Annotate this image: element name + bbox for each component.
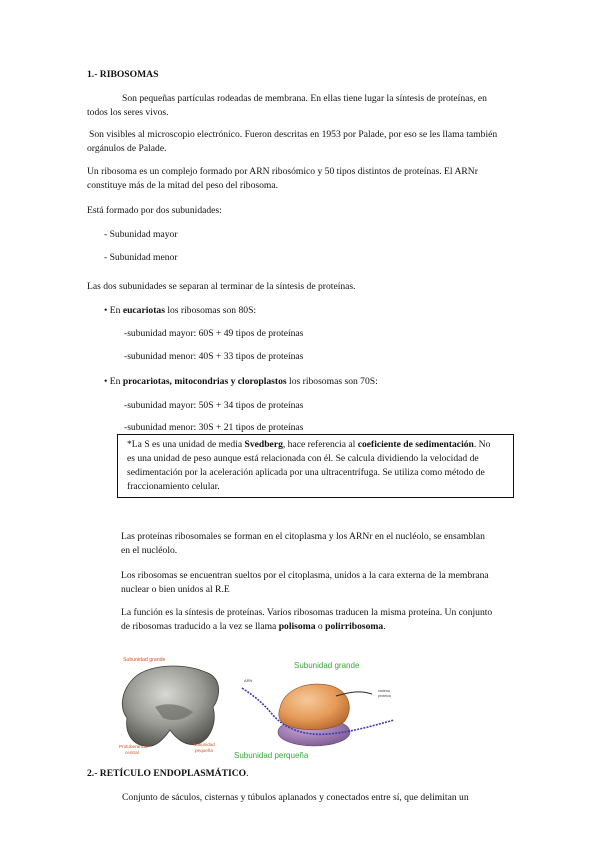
paragraph-line: Está formado por dos subunidades: <box>87 205 222 216</box>
label-proteica: proteica <box>378 694 391 698</box>
label-protuberancia: Protuberancia <box>119 744 148 749</box>
list-item: -subunidad menor: 40S + 33 tipos de proteínas <box>124 351 304 362</box>
label-subunidad-pequena: Subunidad perqueña <box>234 751 309 760</box>
paragraph-line: Son pequeñas partículas rodeadas de membrana. En ellas tiene lugar la síntesis de proteínas, en <box>122 93 487 104</box>
list-item: -subunidad mayor: 50S + 34 tipos de proteínas <box>124 400 304 411</box>
note-line: fraccionamiento celular. <box>127 481 220 492</box>
large-subunit <box>279 684 350 730</box>
bullet-procariotas: • En procariotas, mitocondrias y cloroplastos los ribosomas son 70S: <box>104 376 378 387</box>
paragraph-line: Las dos subunidades se separan al terminar de la síntesis de proteínas. <box>87 281 356 292</box>
note-line: sedimentación por la aceleración aplicada por una ultracentrífuga. Se utiliza como método de <box>127 467 485 478</box>
section-heading-ribosomas: 1.- RIBOSOMAS <box>87 69 159 80</box>
paragraph-line: constituye más de la mitad del peso del ribosoma. <box>87 180 279 191</box>
list-item: -subunidad mayor: 60S + 49 tipos de proteínas <box>124 328 304 339</box>
list-item: -subunidad menor: 30S + 21 tipos de proteínas <box>124 422 304 433</box>
label-pequena: pequeña <box>195 748 213 753</box>
ribosome-3d-figure <box>115 652 230 764</box>
paragraph-line: Conjunto de sáculos, cisternas y túbulos aplanados y conectados entre sí, que delimitan un <box>122 792 469 803</box>
paragraph-line: Un ribosoma es un complejo formado por ARN ribosómico y 50 tipos distintos de proteínas. El ARNr <box>87 166 478 177</box>
label-subunidad-grande: Subunidad grande <box>294 661 360 670</box>
label-subunidad: Subunidad <box>193 742 215 747</box>
paragraph-line: Las proteínas ribosomales se forman en el citoplasma y los ARNr en el nucléolo, se ensamblan <box>121 531 485 542</box>
list-item-subunidad-mayor: - Subunidad mayor <box>104 229 178 240</box>
paragraph-line: Son visibles al microscopio electrónico. Fueron descritas en 1953 por Palade, por eso se les llama también <box>89 129 498 140</box>
list-item-subunidad-menor: - Subunidad menor <box>104 252 178 263</box>
label-central: central <box>125 750 139 755</box>
paragraph-line: nuclear o bien unidos al R.E <box>121 584 230 595</box>
bullet-eucariotas: • En eucariotas los ribosomas son 80S: <box>104 305 257 316</box>
label-cadena: cadena <box>378 689 390 693</box>
note-line: *La S es una unidad de media Svedberg, hace referencia al coeficiente de sedimentación. No <box>127 439 491 450</box>
section-heading-reticulo: 2.- RETÍCULO ENDOPLASMÁTICO. <box>87 768 249 779</box>
paragraph-line: en el nucléolo. <box>121 545 178 556</box>
ribosome-translation-figure <box>232 652 412 764</box>
note-line: es una unidad de peso aunque está relacionada con él. Se calcula dividiendo la velocidad de <box>127 453 479 464</box>
paragraph-line: orgánulos de Palade. <box>87 143 167 154</box>
paragraph-line: todos los seres vivos. <box>87 107 169 118</box>
paragraph-line: de ribosomas traducido a la vez se llama polisoma o polirribosoma. <box>121 621 386 632</box>
paragraph-line: La función es la síntesis de proteínas. Varios ribosomas traducen la misma proteína. Un conjunto <box>121 607 493 618</box>
paragraph-line: Los ribosomas se encuentran sueltos por el citoplasma, unidos a la cara externa de la membrana <box>121 570 489 581</box>
label-subunidad-grande: Subunidad grande <box>123 657 166 663</box>
label-arn: ARN <box>244 678 253 683</box>
